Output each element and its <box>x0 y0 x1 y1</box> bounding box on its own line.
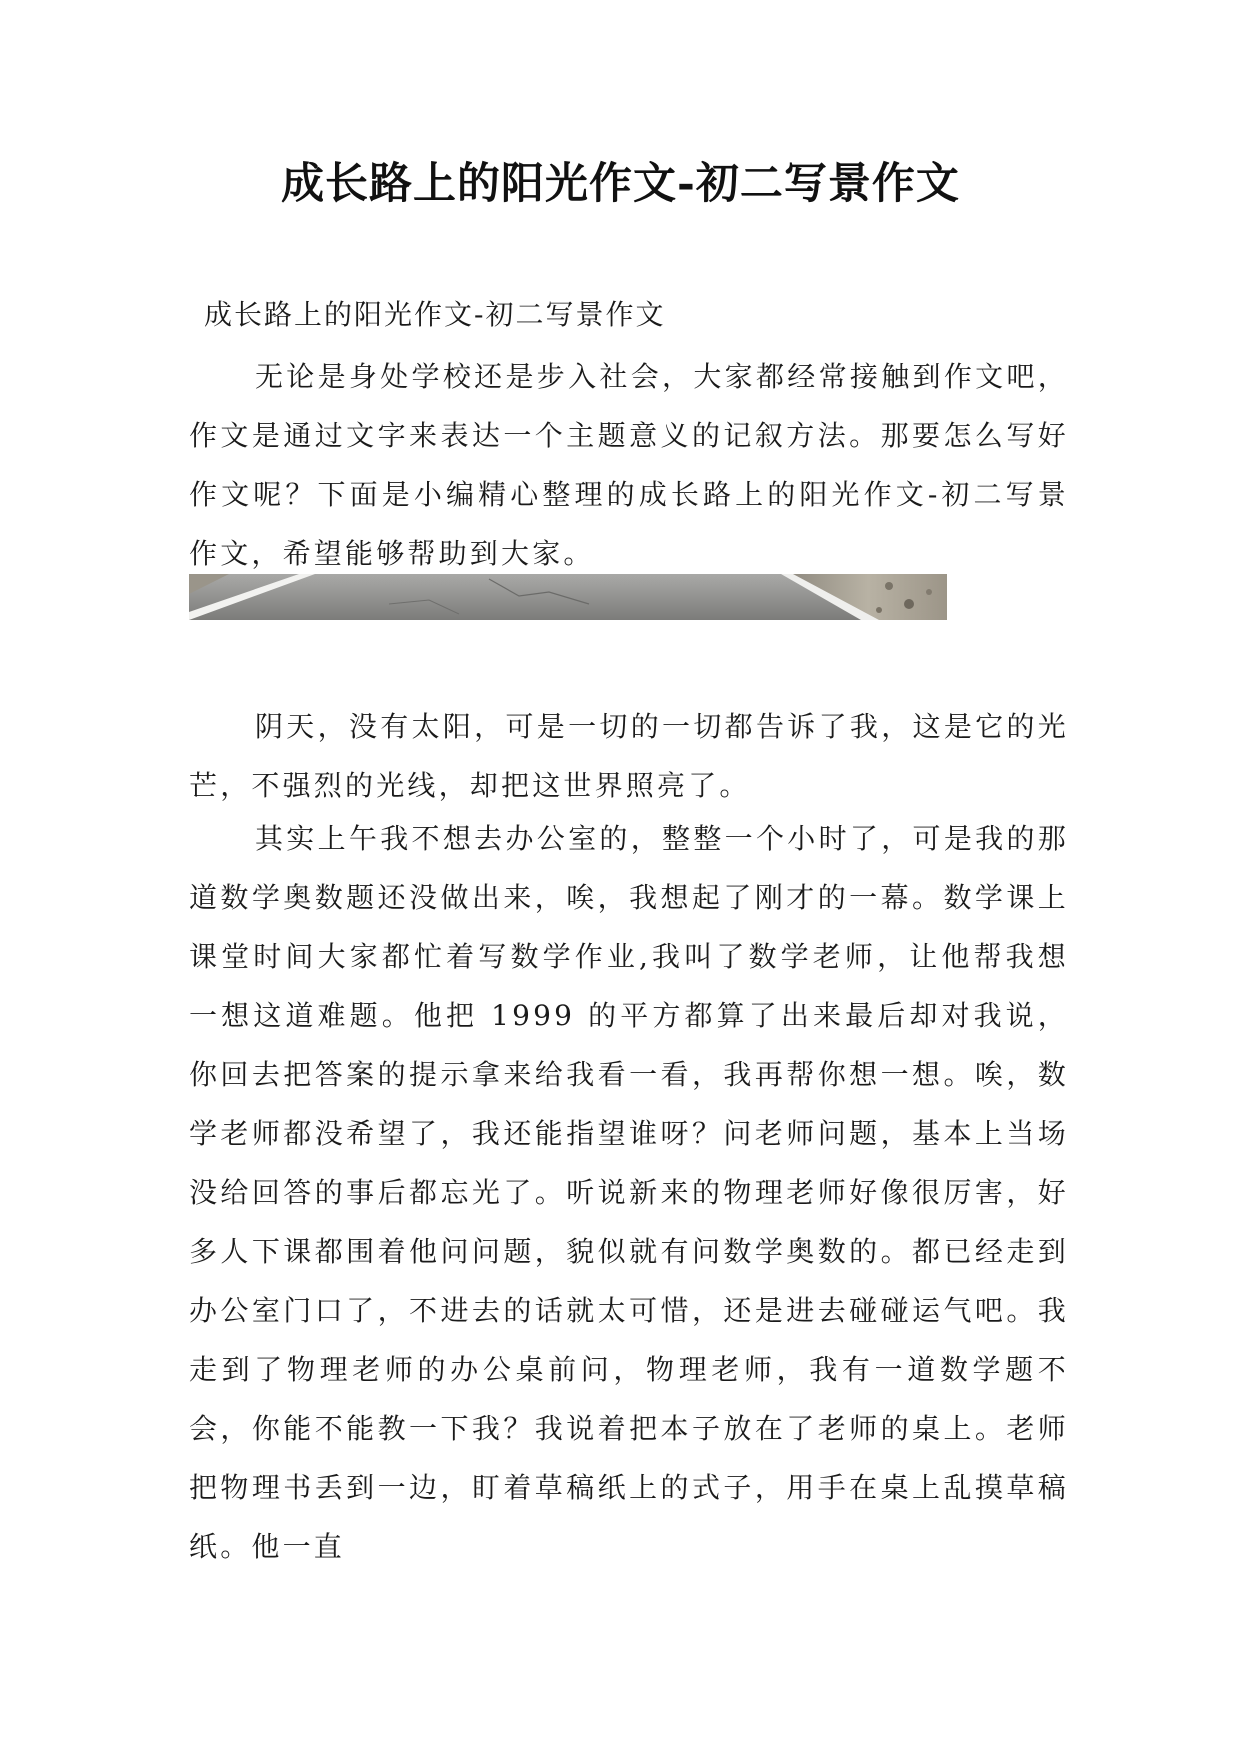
intro-paragraph: 无论是身处学校还是步入社会，大家都经常接触到作文吧，作文是通过文字来表达一个主题意义的记叙方法。那要怎么写好作文呢？下面是小编精心整理的成长路上的阳光作文-初二写景作文，希望能够帮助到大家。 <box>189 360 1069 570</box>
road-photo <box>189 574 947 620</box>
cloudy-paragraph: 阴天，没有太阳，可是一切的一切都告诉了我，这是它的光芒，不强烈的光线，却把这世界照亮了。 <box>189 710 1069 802</box>
document-title: 成长路上的阳光作文-初二写景作文 <box>281 159 960 209</box>
story-paragraph: 其实上午我不想去办公室的，整整一个小时了，可是我的那道数学奥数题还没做出来，唉，我想起了刚才的一幕。数学课上课堂时间大家都忙着写数学作业,我叫了数学老师，让他帮我想一想这道难题。他把 1999 的平方都算了出来最后却对我说，你回去把答案的提示拿来给我看一看，我再帮你想一想。唉，数学老师都没希望了，我还能指望谁呀？问老师问题，基本上当场没给回答的事后都忘光了。听说新来的物理老师好像很厉害，好多人下课都围着他问问题，貌似就有问数学奥数的。都已经走到办公室门口了，不进去的话就太可惜，还是进去碰碰运气吧。我走到了物理老师的办公桌前问，物理老师，我有一道数学题不会，你能不能教一下我？我说着把本子放在了老师的桌上。老师把物理书丢到一边，盯着草稿纸上的式子，用手在桌上乱摸草稿纸。他一直 <box>189 822 1069 1563</box>
document-subtitle: 成长路上的阳光作文-初二写景作文 <box>204 298 666 331</box>
